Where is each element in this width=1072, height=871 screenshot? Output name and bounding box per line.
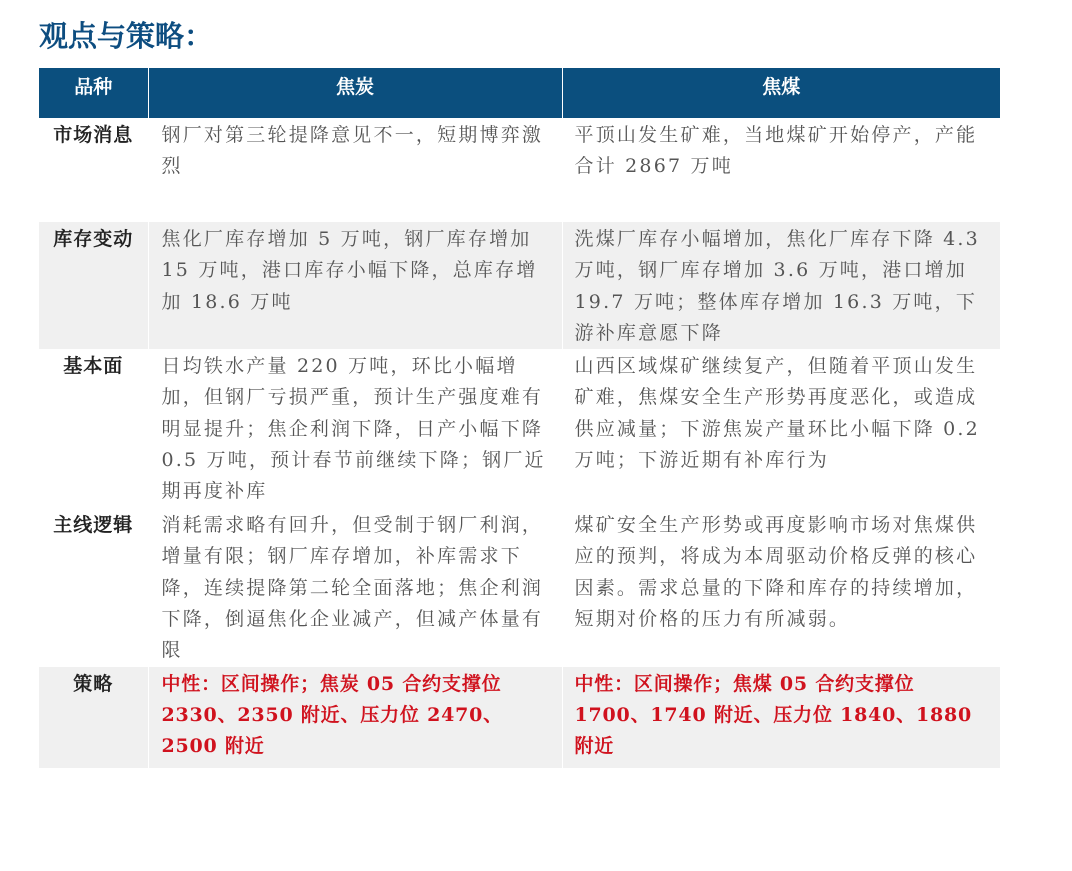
coal-cell: 平顶山发生矿难，当地煤矿开始停产，产能合计 2867 万吨 xyxy=(562,118,1000,222)
coal-cell: 洗煤厂库存小幅增加，焦化厂库存下降 4.3 万吨，钢厂库存增加 3.6 万吨，港口增加 19.7 万吨；整体库存增加 16.3 万吨，下游补库意愿下降 xyxy=(562,222,1000,349)
row-label: 库存变动 xyxy=(39,222,148,349)
coke-cell: 钢厂对第三轮提降意见不一，短期博弈激烈 xyxy=(148,118,562,222)
row-label: 主线逻辑 xyxy=(53,514,134,537)
table-row-market-news xyxy=(39,118,1000,222)
coal-cell: 山西区域煤矿继续复产，但随着平顶山发生矿难，焦煤安全生产形势再度恶化，或造成供应减量；下游焦炭产量环比小幅下降 0.2 万吨；下游近期有补库行为 xyxy=(562,349,1000,508)
header-coke: 焦炭 xyxy=(148,68,562,118)
coal-cell: 煤矿安全生产形势或再度影响市场对焦煤供应的预判，将成为本周驱动价格反弹的核心因素。需求总量的下降和库存的持续增加，短期对价格的压力有所减弱。 xyxy=(562,508,1000,666)
table-row-inventory xyxy=(39,222,1000,349)
row-label: 市场消息 xyxy=(53,124,134,146)
coke-cell: 日均铁水产量 220 万吨，环比小幅增加，但钢厂亏损严重，预计生产强度难有明显提升；焦企利润下降，日产小幅下降 0.5 万吨，预计春节前继续下降；钢厂近期再度补库 xyxy=(148,349,562,508)
table-header-row xyxy=(39,68,1000,118)
row-label: 基本面 xyxy=(63,355,124,378)
row-label: 策略 xyxy=(39,667,148,768)
header-coking-coal: 焦煤 xyxy=(562,68,1000,118)
table-row-fundamentals xyxy=(39,349,1000,508)
table-row-main-logic xyxy=(39,508,1000,666)
header-variety: 品种 xyxy=(39,68,148,118)
page-title: 观点与策略： xyxy=(39,19,214,53)
coke-strategy-cell: 中性：区间操作；焦炭 05 合约支撑位 2330、2350 附近、压力位 2470、2500 附近 xyxy=(148,667,562,768)
table-row-strategy xyxy=(39,667,1000,768)
strategy-table xyxy=(39,68,1000,768)
coal-strategy-cell: 中性：区间操作；焦煤 05 合约支撑位 1700、1740 附近、压力位 1840、1880 附近 xyxy=(562,667,1000,768)
coke-cell: 消耗需求略有回升，但受制于钢厂利润，增量有限；钢厂库存增加，补库需求下降，连续提降第二轮全面落地；焦企利润下降，倒逼焦化企业减产，但减产体量有限 xyxy=(148,508,562,666)
coke-cell: 焦化厂库存增加 5 万吨，钢厂库存增加 15 万吨，港口库存小幅下降，总库存增加 18.6 万吨 xyxy=(148,222,562,349)
